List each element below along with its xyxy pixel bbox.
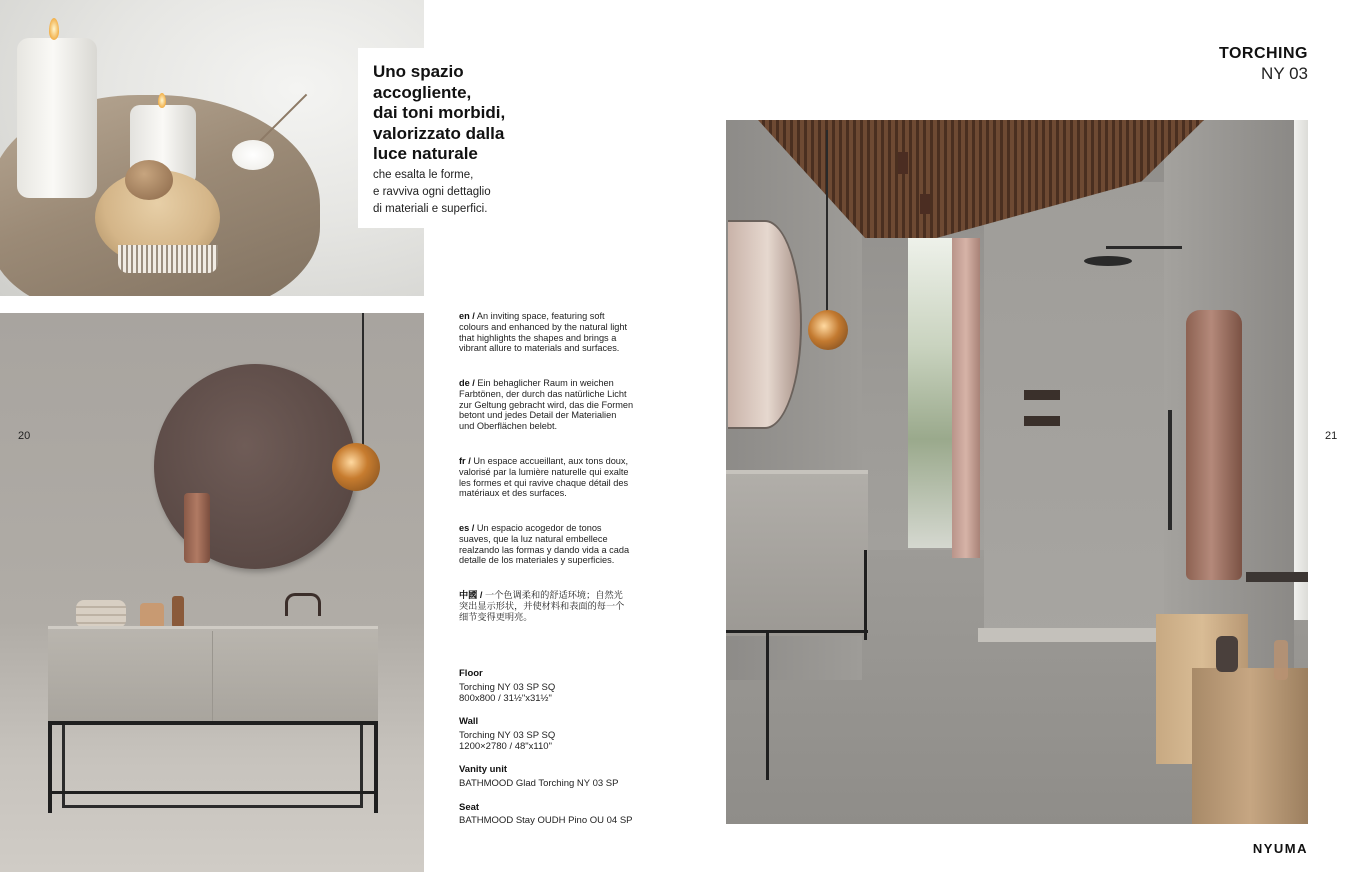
lang-code: de / — [459, 378, 475, 388]
headline-line: Uno spazio — [373, 62, 464, 81]
headline-line: dai toni morbidi, — [373, 103, 506, 122]
bathrobe — [1186, 310, 1242, 580]
hanging-towel — [184, 493, 210, 563]
candle-flame — [158, 93, 166, 108]
headline-line: valorizzato dalla — [373, 123, 505, 143]
shower-arm — [1106, 246, 1182, 249]
pendant-lamp — [808, 310, 848, 350]
spec-label-floor: Floor — [459, 668, 483, 679]
headline-line: luce naturale — [373, 144, 478, 163]
shower-tray — [978, 628, 1158, 642]
subtitle-line: di materiali e superfici. — [373, 203, 488, 215]
spec-value-seat: BATHMOOD Stay OUDH Pino OU 04 SP — [459, 815, 633, 826]
lamp-cord — [362, 313, 364, 448]
collection-name: TORCHING — [1218, 45, 1308, 62]
wall-faucet — [285, 593, 321, 616]
translation-text: Un espacio acogedor de tonos suaves, que la luz natural embellece realzando las formas y dando vida a cada detalle de los materiales y superficies. — [459, 523, 630, 566]
lang-code: 中國 / — [459, 590, 483, 600]
shower-wall — [984, 182, 1164, 642]
dark-jar — [1216, 636, 1238, 672]
brand-logo: NYUMA — [1252, 841, 1308, 856]
translation-text: 一个色调柔和的舒适环境；自然光突出显示形状，并使材料和表面的每一个细节变得更明亮。 — [459, 590, 625, 622]
vanity-photo — [0, 313, 424, 872]
translation-text: An inviting space, featuring soft colours and enhanced by the natural light that highlights the shapes and brings a vibrant allure to materials and surfaces. — [459, 311, 628, 354]
glass-bottle — [1274, 640, 1288, 680]
spec-value-wall: Torching NY 03 SP SQ 1200×2780 / 48"x110" — [459, 730, 556, 752]
rolled-towels — [76, 600, 126, 628]
headline-subtitle — [373, 167, 533, 218]
spec-label-vanity: Vanity unit — [459, 764, 508, 775]
headline-line: accogliente, — [373, 82, 472, 102]
translation-text: Un espace accueillant, aux tons doux, valorisé par la lumière naturelle qui exalte les formes et qui ravive chaque détail des matériaux et des surfaces. — [459, 456, 629, 499]
translation-text: Ein behaglicher Raum in weichen Farbtönen, der durch das natürliche Licht zur Geltung gebracht wird, das die Formen betont und jedes Detail der Materialien und Oberflächen belebt. — [459, 378, 634, 432]
frame-leg — [360, 725, 363, 807]
spec-label-wall: Wall — [459, 716, 479, 727]
frame-leg — [48, 721, 52, 813]
brush-bristles — [118, 245, 218, 273]
candle-flame — [49, 18, 59, 40]
frame-rail — [48, 791, 378, 794]
curtain — [952, 238, 980, 558]
frame-rail — [48, 721, 378, 725]
tall-candle — [17, 38, 97, 198]
shower-head — [1084, 256, 1132, 266]
shower-mixer — [1168, 410, 1172, 530]
lang-code: es / — [459, 523, 475, 533]
headline-title — [373, 62, 548, 165]
lang-code: fr / — [459, 456, 471, 466]
ceiling-spotlight — [898, 152, 908, 174]
side-window — [1294, 120, 1308, 620]
wall-shelf — [1024, 390, 1060, 400]
brush-knob — [125, 160, 173, 200]
translation-en — [459, 311, 634, 354]
frame-leg — [374, 721, 378, 813]
spec-value-vanity: BATHMOOD Glad Torching NY 03 SP — [459, 778, 619, 789]
translation-zh — [459, 590, 631, 622]
frame-leg — [62, 725, 65, 807]
wall-shelf — [1024, 416, 1060, 426]
subtitle-line: e ravviva ogni dettaglio — [373, 186, 491, 198]
lang-code: en / — [459, 311, 475, 321]
translation-fr — [459, 456, 634, 499]
page-number-left: 20 — [18, 430, 31, 442]
white-flower — [232, 140, 274, 170]
spec-label-seat: Seat — [459, 802, 480, 813]
wood-bench — [1192, 668, 1308, 824]
translation-de — [459, 378, 634, 432]
tall-window — [908, 238, 954, 548]
collection-code: NY 03 — [1261, 64, 1308, 83]
ceiling-spotlight — [920, 194, 930, 214]
vanity-leg — [864, 550, 867, 640]
lamp-cord — [826, 130, 828, 312]
window-sill — [1246, 572, 1308, 582]
spec-value-floor: Torching NY 03 SP SQ 800x800 / 31½"x31½" — [459, 682, 556, 704]
page-number-right: 21 — [1325, 430, 1338, 442]
vanity-counter — [48, 626, 378, 725]
bathroom-photo — [726, 120, 1308, 824]
vanity-frame — [726, 630, 868, 633]
pendant-lamp — [332, 443, 380, 491]
vanity-seam — [212, 631, 213, 721]
vanity-leg — [766, 630, 769, 780]
soap-bottle — [172, 596, 184, 628]
round-mirror — [728, 220, 802, 429]
frame-rail — [62, 805, 363, 808]
translation-es — [459, 523, 634, 566]
vanity-unit — [726, 470, 868, 636]
subtitle-line: che esalta le forme, — [373, 169, 474, 181]
